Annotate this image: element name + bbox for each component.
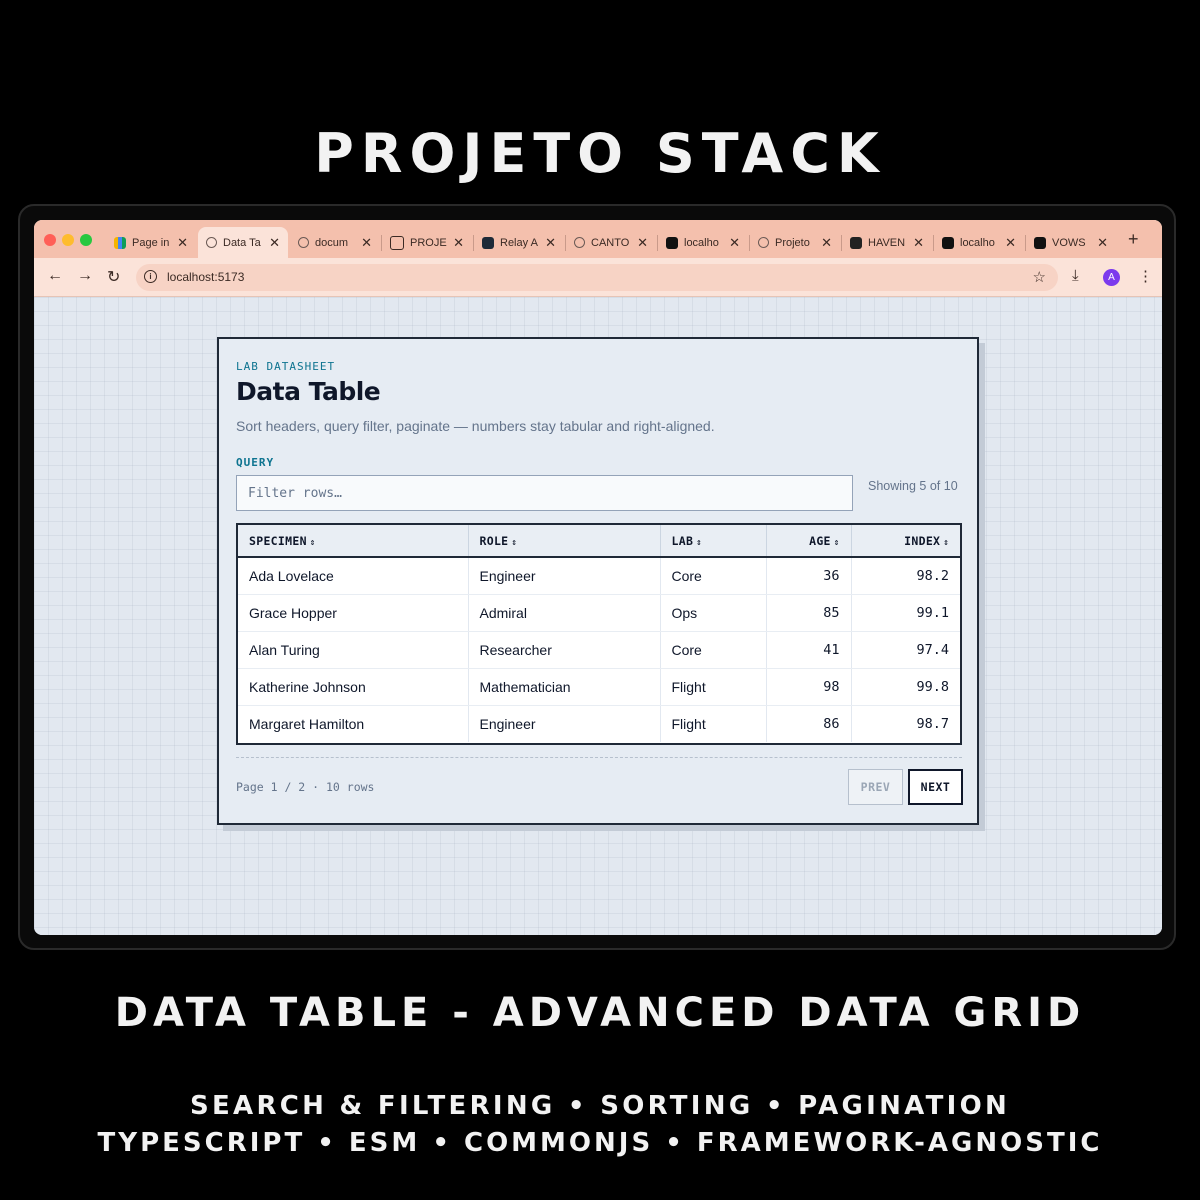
column-header-specimen[interactable] bbox=[238, 525, 468, 557]
chart-favicon-icon bbox=[114, 237, 126, 249]
promo-features-line2: TYPESCRIPT • ESM • COMMONJS • FRAMEWORK-AGNOSTIC bbox=[97, 1128, 1103, 1158]
cell-index: 97.4 bbox=[851, 632, 960, 669]
tab-separator bbox=[1025, 235, 1026, 251]
tab-label: localho bbox=[684, 236, 719, 249]
tab-close-icon[interactable]: ✕ bbox=[729, 235, 740, 250]
tab-close-icon[interactable]: ✕ bbox=[361, 235, 372, 250]
tab-label: Page in bbox=[132, 236, 170, 249]
tab-close-icon[interactable]: ✕ bbox=[545, 235, 556, 250]
cell-age: 98 bbox=[766, 669, 851, 706]
site-info-icon[interactable]: i bbox=[144, 270, 157, 283]
tab-close-icon[interactable]: ✕ bbox=[177, 235, 188, 250]
browser-toolbar bbox=[34, 258, 1162, 297]
reload-icon[interactable]: ↻ bbox=[107, 269, 121, 286]
cell-specimen: Ada Lovelace bbox=[238, 557, 468, 595]
pagination-info: Page 1 / 2 · 10 rows bbox=[236, 780, 375, 794]
globe-icon bbox=[298, 237, 309, 248]
browser-tab[interactable] bbox=[290, 227, 380, 258]
browser-window bbox=[34, 220, 1162, 935]
promo-features-line1: SEARCH & FILTERING • SORTING • PAGINATION bbox=[189, 1091, 1011, 1121]
cell-specimen: Katherine Johnson bbox=[238, 669, 468, 706]
cell-specimen: Margaret Hamilton bbox=[238, 706, 468, 743]
s-badge-icon bbox=[666, 237, 678, 249]
tab-close-icon[interactable]: ✕ bbox=[1005, 235, 1016, 250]
cell-lab: Core bbox=[660, 632, 766, 669]
minimize-window-button[interactable] bbox=[62, 234, 74, 246]
tab-separator bbox=[473, 235, 474, 251]
cell-index: 99.1 bbox=[851, 595, 960, 632]
tab-label: Data Ta bbox=[223, 236, 261, 249]
table-row bbox=[238, 669, 960, 706]
tab-label: HAVEN bbox=[868, 236, 906, 249]
cell-lab: Ops bbox=[660, 595, 766, 632]
table-row bbox=[238, 557, 960, 595]
forward-icon[interactable]: → bbox=[77, 267, 93, 284]
maximize-window-button[interactable] bbox=[80, 234, 92, 246]
download-icon[interactable]: ⤓ bbox=[1072, 267, 1079, 284]
tab-label: CANTO bbox=[591, 236, 630, 249]
sort-icon: ⇕ bbox=[309, 537, 316, 548]
card-description: Sort headers, query filter, paginate — numbers stay tabular and right-aligned. bbox=[236, 418, 715, 434]
column-header-role[interactable] bbox=[468, 525, 660, 557]
column-header-label: AGE bbox=[809, 533, 831, 548]
tab-close-icon[interactable]: ✕ bbox=[913, 235, 924, 250]
globe-icon bbox=[574, 237, 585, 248]
table-row bbox=[238, 706, 960, 743]
tab-separator bbox=[841, 235, 842, 251]
drop-icon bbox=[1034, 237, 1046, 249]
sort-icon: ⇕ bbox=[696, 537, 702, 548]
cell-age: 41 bbox=[766, 632, 851, 669]
bookmark-star-icon[interactable]: ☆ bbox=[1032, 269, 1046, 286]
cell-role: Engineer bbox=[468, 557, 660, 595]
table-row bbox=[238, 595, 960, 632]
address-bar[interactable] bbox=[136, 264, 1058, 291]
page-viewport bbox=[34, 297, 1162, 935]
column-header-label: LAB bbox=[671, 533, 694, 548]
cell-index: 98.2 bbox=[851, 557, 960, 595]
next-button[interactable]: NEXT bbox=[908, 769, 963, 805]
tab-strip bbox=[34, 220, 1162, 258]
column-header-label: INDEX bbox=[904, 533, 941, 548]
column-header-age[interactable] bbox=[766, 525, 851, 557]
browser-tab[interactable] bbox=[750, 227, 840, 258]
tab-separator bbox=[657, 235, 658, 251]
cell-role: Mathematician bbox=[468, 669, 660, 706]
eyebrow-label: LAB DATASHEET bbox=[236, 360, 336, 373]
browser-tab[interactable] bbox=[566, 227, 656, 258]
tab-close-icon[interactable]: ✕ bbox=[821, 235, 832, 250]
close-window-button[interactable] bbox=[44, 234, 56, 246]
column-header-lab[interactable] bbox=[660, 525, 766, 557]
tab-close-icon[interactable]: ✕ bbox=[453, 235, 464, 250]
table-header-row bbox=[238, 525, 960, 557]
browser-tab[interactable] bbox=[474, 227, 564, 258]
tab-separator bbox=[749, 235, 750, 251]
cell-lab: Flight bbox=[660, 669, 766, 706]
prev-button[interactable]: PREV bbox=[848, 769, 903, 805]
browser-tab[interactable] bbox=[382, 227, 472, 258]
browser-tab[interactable] bbox=[658, 227, 748, 258]
sort-icon: ⇕ bbox=[511, 537, 518, 548]
tab-label: PROJE bbox=[410, 236, 447, 249]
globe-icon bbox=[758, 237, 769, 248]
cell-lab: Core bbox=[660, 557, 766, 595]
browser-tab[interactable] bbox=[198, 227, 288, 258]
drop-icon bbox=[942, 237, 954, 249]
cell-role: Admiral bbox=[468, 595, 660, 632]
cell-age: 36 bbox=[766, 557, 851, 595]
tab-label: Projeto bbox=[775, 236, 810, 249]
browser-tab[interactable] bbox=[842, 227, 932, 258]
tab-label: VOWS bbox=[1052, 236, 1086, 249]
showing-count: Showing 5 of 10 bbox=[868, 479, 958, 493]
tab-separator bbox=[381, 235, 382, 251]
page-title: Data Table bbox=[236, 377, 381, 406]
sort-icon: ⇕ bbox=[943, 537, 949, 548]
promo-title: PROJETO STACK bbox=[314, 122, 886, 185]
tab-separator bbox=[933, 235, 934, 251]
browser-tab[interactable] bbox=[934, 227, 1024, 258]
tab-close-icon[interactable]: ✕ bbox=[637, 235, 648, 250]
filter-input[interactable] bbox=[236, 475, 853, 511]
cell-index: 99.8 bbox=[851, 669, 960, 706]
profile-avatar[interactable]: A bbox=[1103, 269, 1120, 286]
column-header-index[interactable] bbox=[851, 525, 960, 557]
tab-close-icon[interactable]: ✕ bbox=[1097, 235, 1108, 250]
cell-age: 85 bbox=[766, 595, 851, 632]
r-badge-icon bbox=[390, 236, 404, 250]
back-icon[interactable]: ← bbox=[47, 267, 63, 284]
cell-role: Researcher bbox=[468, 632, 660, 669]
relay-icon bbox=[482, 237, 494, 249]
haven-icon bbox=[850, 237, 862, 249]
cell-index: 98.7 bbox=[916, 716, 949, 732]
column-header-label: ROLE bbox=[479, 533, 509, 548]
column-header-label: SPECIMEN bbox=[249, 533, 307, 548]
cell-role: Engineer bbox=[468, 706, 660, 743]
url-text[interactable]: localhost:5173 bbox=[167, 270, 245, 284]
data-table bbox=[236, 523, 962, 745]
tab-close-icon[interactable]: ✕ bbox=[269, 235, 280, 250]
sort-icon: ⇕ bbox=[833, 537, 840, 548]
tab-label: localho bbox=[960, 236, 995, 249]
browser-tab[interactable] bbox=[106, 227, 196, 258]
new-tab-button[interactable]: + bbox=[1128, 229, 1139, 249]
globe-icon bbox=[206, 237, 217, 248]
cell-age: 86 bbox=[766, 706, 851, 743]
footer-divider bbox=[236, 757, 962, 758]
promo-subtitle: DATA TABLE - ADVANCED DATA GRID bbox=[114, 990, 1086, 1036]
tab-label: docum bbox=[315, 236, 349, 249]
data-table-card bbox=[217, 337, 979, 825]
table-row bbox=[238, 632, 960, 669]
tab-separator bbox=[565, 235, 566, 251]
cell-specimen: Alan Turing bbox=[238, 632, 468, 669]
tab-label: Relay A bbox=[500, 236, 538, 249]
cell-lab: Flight bbox=[660, 706, 766, 743]
browser-tab[interactable] bbox=[1026, 227, 1116, 258]
more-menu-icon[interactable]: ⋮ bbox=[1138, 268, 1153, 285]
cell-specimen: Grace Hopper bbox=[238, 595, 468, 632]
query-label: QUERY bbox=[236, 456, 275, 469]
